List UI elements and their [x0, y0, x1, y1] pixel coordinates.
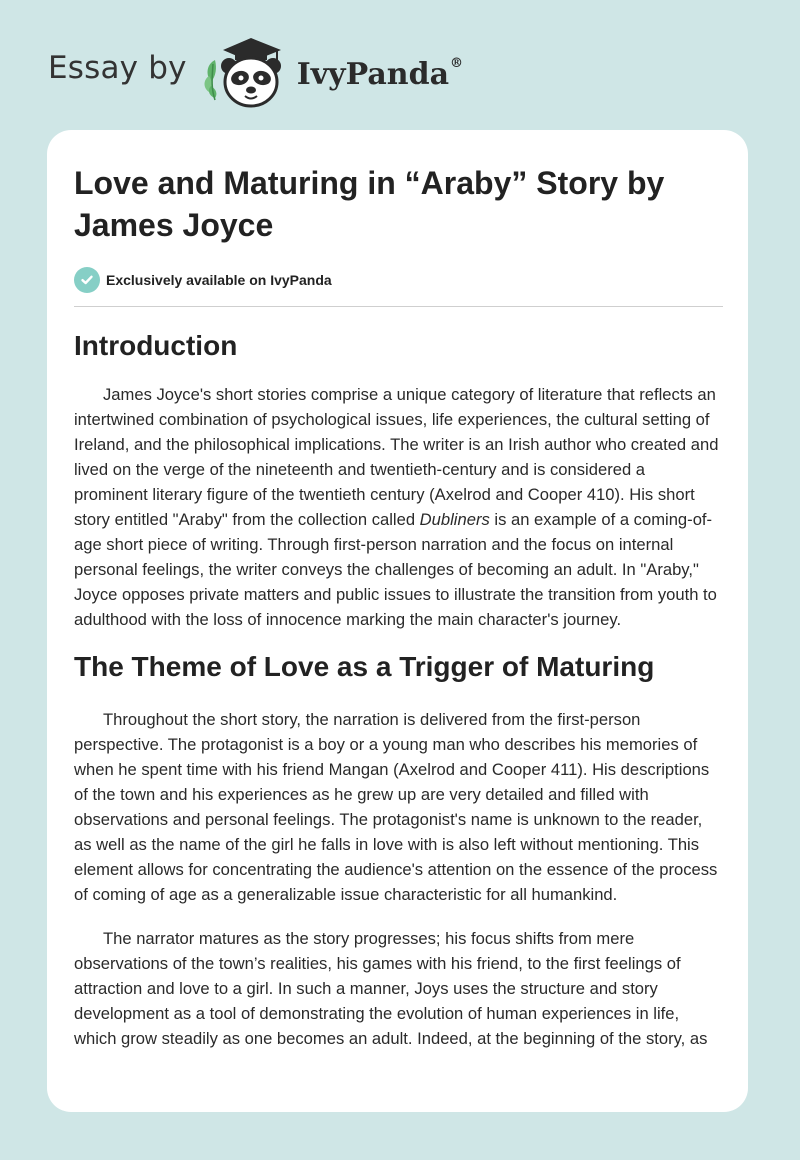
registered-mark: ®	[450, 55, 464, 71]
book-title-italic: Dubliners	[419, 510, 490, 529]
panda-graduate-icon[interactable]	[201, 34, 293, 110]
paragraph-theme-1: Throughout the short story, the narration is delivered from the first-person perspective. The protagonist is a boy or a young man who describes his memories of when he spent time with his friend Mangan (Axelrod and Cooper 411). His descriptions of the town and his experiences as he grew up are very detailed and filled with observations and personal feelings. The protagonist's name is unknown to the reader, as well as the name of the girl he falls in love with is also left without mentioning. This element allows for concentrating the audience's attention on the essence of the process of coming of age as a generalizable issue characteristic for all humankind.	[74, 710, 718, 904]
paragraph-introduction: James Joyce's short stories comprise a unique category of literature that reflects an intertwined combination of psychological issues, life experiences, the cultural setting of Ireland, and the philosophical implications. The writer is an Irish author who created and lived on the verge of the nineteenth and twentieth-century and is considered a prominent literary figure of the twentieth century (Axelrod and Cooper 410). His short story entitled "Araby" from the collection called Dubliners is an example of a coming-of-age short piece of writing. Through first-person narration and the focus on internal personal feelings, the writer conveys the challenges of becoming an adult. In "Araby," Joyce opposes private matters and public issues to illustrate the transition from youth to adulthood with the loss of innocence marking the main character's journey.	[74, 385, 719, 629]
essay-content	[74, 162, 723, 1051]
check-circle-icon	[74, 267, 100, 293]
essay-by-label: Essay by	[48, 50, 187, 86]
exclusive-badge	[74, 266, 723, 294]
section-heading-introduction: Introduction	[74, 330, 238, 361]
section-heading-theme-of-love: The Theme of Love as a Trigger of Maturing	[74, 651, 655, 682]
site-header	[48, 34, 463, 110]
divider	[74, 306, 723, 307]
page-title: Love and Maturing in “Araby” Story by James Joyce	[74, 165, 665, 243]
exclusive-badge-label: Exclusively available on IvyPanda	[106, 272, 332, 288]
essay-card	[47, 130, 748, 1112]
paragraph-theme-2: The narrator matures as the story progresses; his focus shifts from mere observations of the town’s realities, his games with his friend, to the first feelings of attraction and love to a girl. In such a manner, Joys uses the structure and story development as a tool of demonstrating the evolution of human experiences in life, which grow steadily as one becomes an adult. Indeed, at the beginning of the story, as	[74, 929, 708, 1048]
brand-name[interactable]: IvyPanda®	[296, 55, 464, 92]
